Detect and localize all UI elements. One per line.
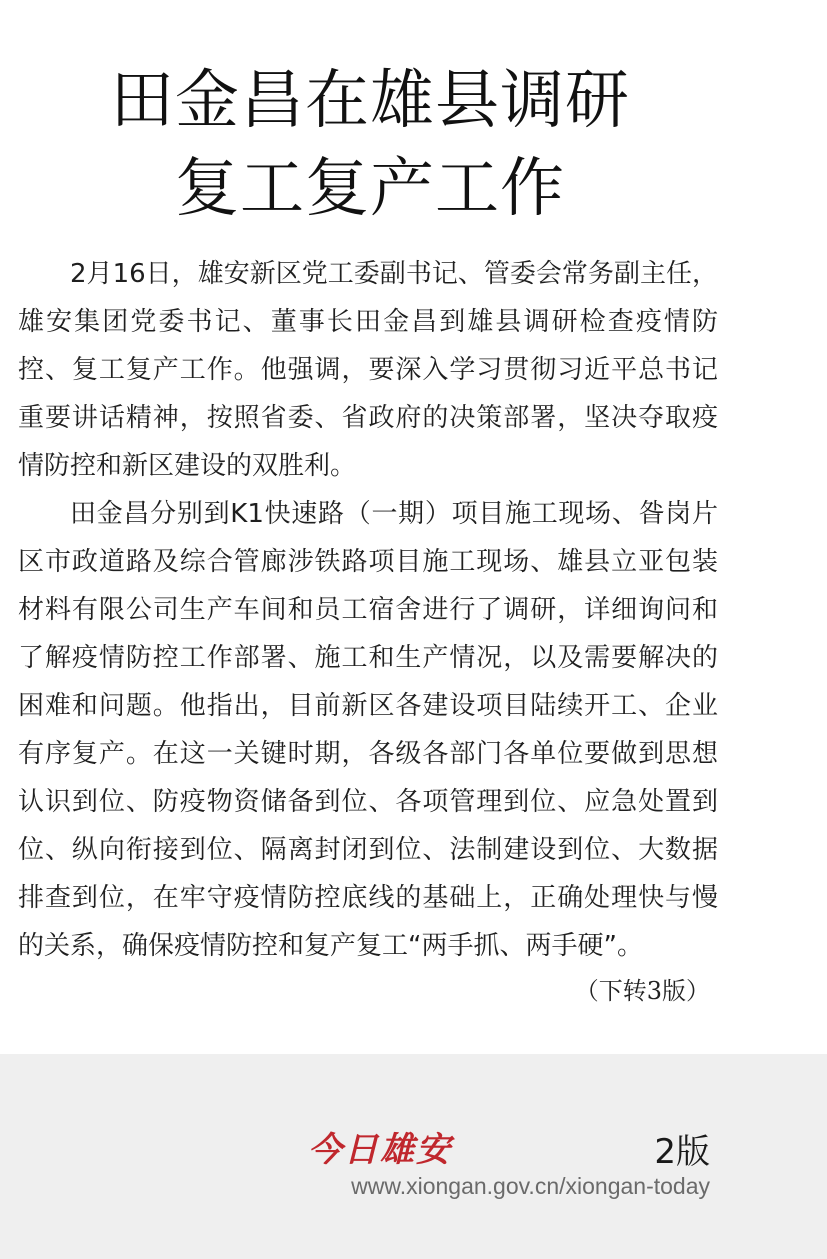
body-paragraph-2: 田金昌分别到K1快速路（一期）项目施工现场、昝岗片区市政道路及综合管廊涉铁路项目施工现场、雄县立亚包装材料有限公司生产车间和员工宿舍进行了调研，详细询问和了解疫情防控工作部署、施工和生产情况，以及需要解决的困难和问题。他指出，目前新区各建设项目陆续开工、企业有序复产。在这一关键时期，各级各部门各单位要做到思想认识到位、防疫物资储备到位、各项管理到位、应急处置到位、纵向衔接到位、隔离封闭到位、法制建设到位、大数据排查到位，在牢守疫情防控底线的基础上，正确处理快与慢的关系，确保疫情防控和复产复工“两手抓、两手硬”。	[18, 499, 718, 961]
footer-url[interactable]: www.xiongan.gov.cn/xiongan-today	[351, 1173, 710, 1199]
masthead-logo: 今日雄安	[308, 1130, 452, 1170]
continued-note: （下转3版）	[574, 977, 710, 1005]
headline-line-1: 田金昌在雄县调研	[110, 63, 630, 138]
headline-line-2: 复工复产工作	[175, 151, 565, 226]
body-paragraph-1: 2月16日，雄安新区党工委副书记、管委会常务副主任，雄安集团党委书记、董事长田金昌到雄县调研检查疫情防控、复工复产工作。他强调，要深入学习贯彻习近平总书记重要讲话精神，按照省委、省政府的决策部署，坚决夺取疫情防控和新区建设的双胜利。	[18, 259, 718, 481]
article-body	[18, 250, 718, 970]
headline	[0, 57, 740, 233]
page-number: 2版	[654, 1132, 710, 1172]
